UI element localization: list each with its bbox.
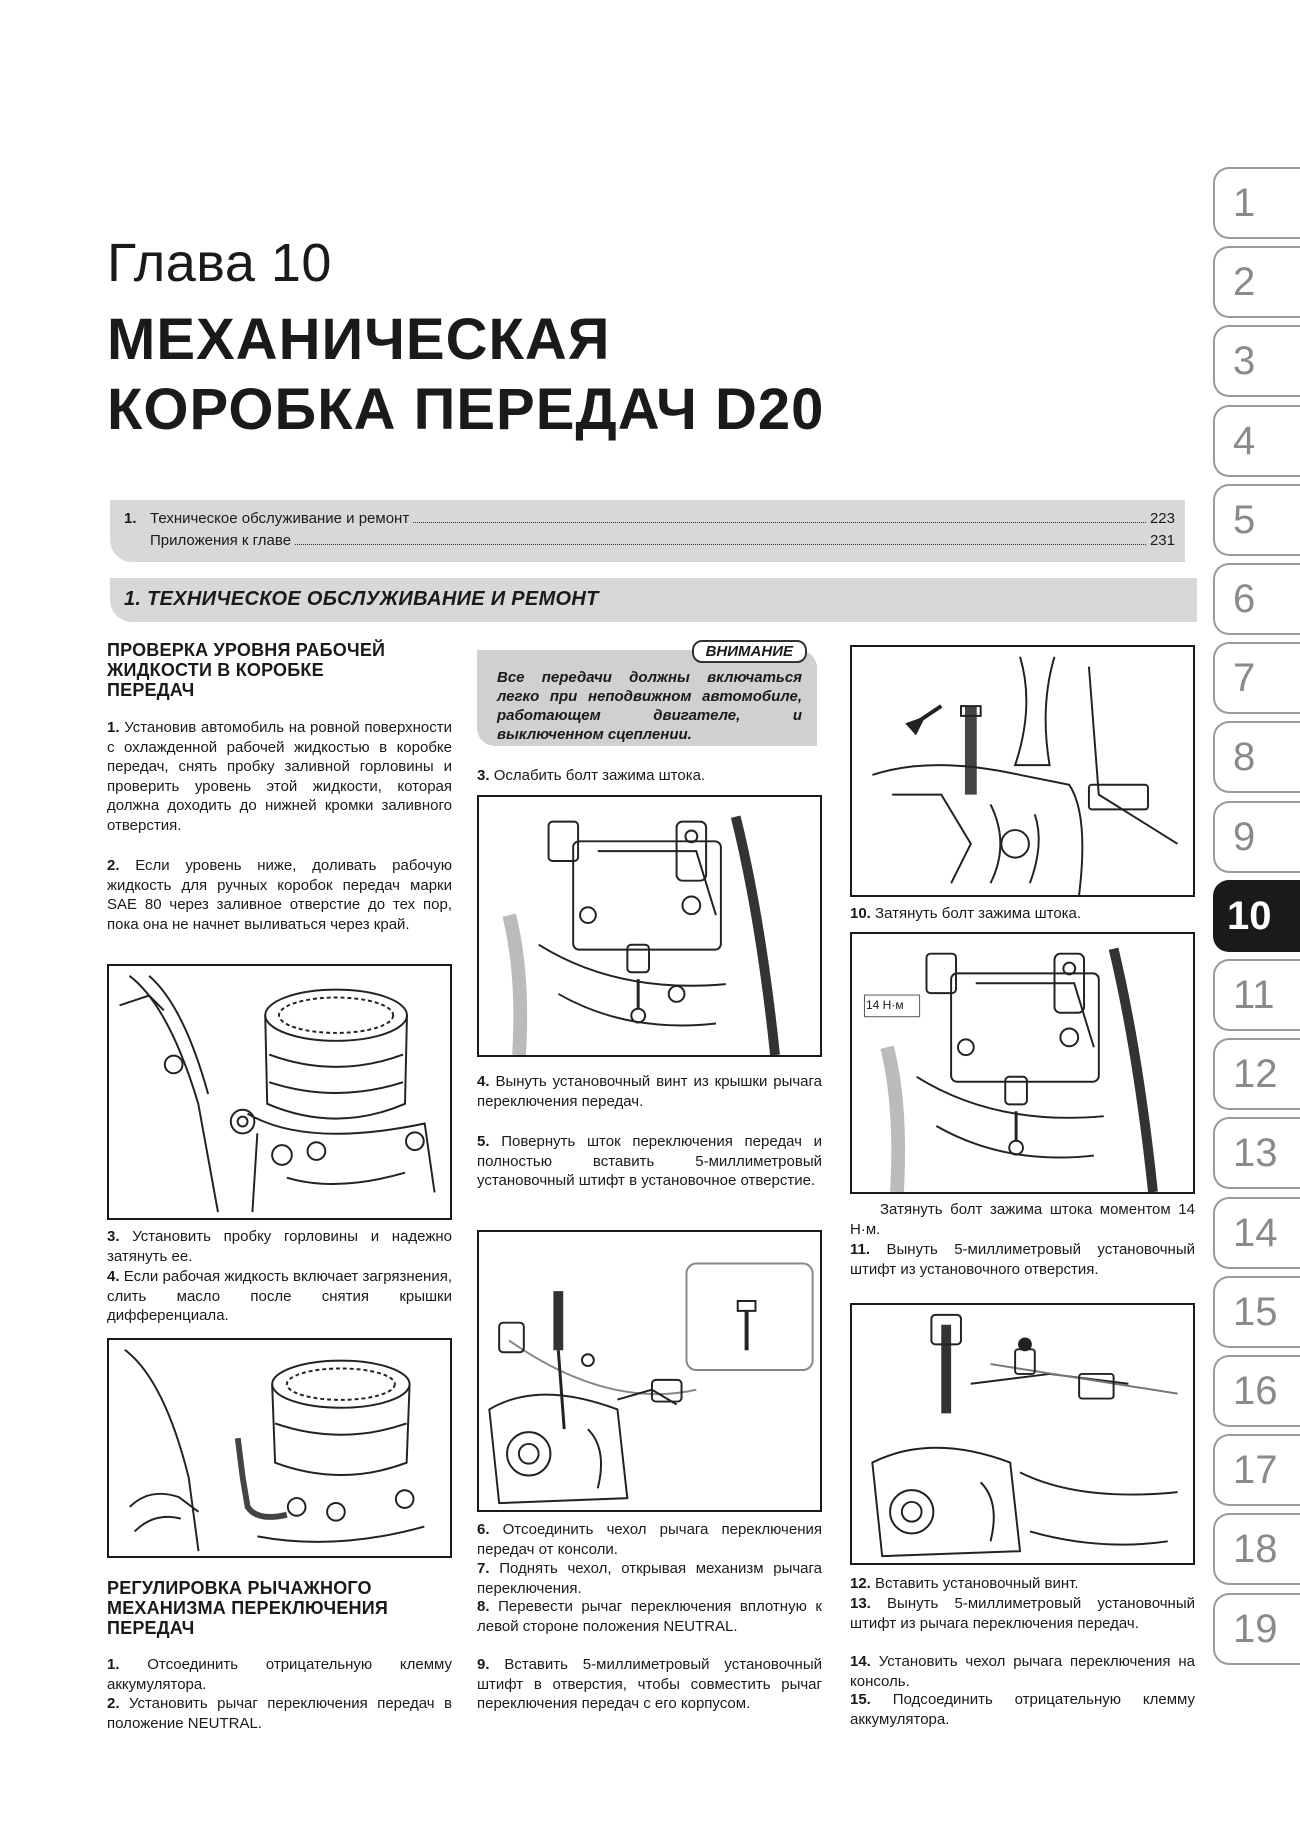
step-text: Поднять чехол, открывая механизм рычага переключения. bbox=[477, 1560, 822, 1597]
toc-entry-number: 1. bbox=[124, 510, 137, 527]
toc-entry[interactable] bbox=[124, 532, 1175, 552]
step-text: Вставить 5-миллиметровый установочный штифт в отверстия, чтобы совместить рычаг переключения передач с его корпусом. bbox=[477, 1656, 822, 1712]
attention-text: Все передачи должны включаться легко при неподвижном автомобиле, работающем двигателе, и выключенном сцеплении. bbox=[497, 669, 802, 743]
tab-chapter-11[interactable] bbox=[1213, 959, 1300, 1031]
step-text: Установить чехол рычага переключения на консоль. bbox=[850, 1653, 1195, 1690]
step-item bbox=[477, 1655, 822, 1714]
attention-label: ВНИМАНИЕ bbox=[692, 640, 807, 663]
step-number: 1. bbox=[107, 1656, 120, 1673]
chapter-title-line2: КОРОБКА ПЕРЕДАЧ D20 bbox=[107, 377, 825, 442]
tab-label: 11 bbox=[1233, 973, 1275, 1017]
step-text: Отсоединить отрицательную клемму аккумулятора. bbox=[107, 1656, 452, 1693]
tab-label: 1 bbox=[1233, 181, 1256, 225]
step-text: Если уровень ниже, доливать рабочую жидкость для ручных коробок передач марки SAE 80 через заливное отверстие до тех пор, пока она не начнет выливаться через край. bbox=[107, 857, 452, 933]
figure-pin-removal bbox=[850, 1303, 1195, 1565]
step-item bbox=[107, 1694, 452, 1733]
step-number: 1. bbox=[107, 719, 120, 736]
tab-label: 10 bbox=[1227, 893, 1272, 938]
step-text: Перевести рычаг переключения вплотную к левой стороне положения NEUTRAL. bbox=[477, 1598, 822, 1635]
tab-chapter-16[interactable] bbox=[1213, 1355, 1300, 1427]
tab-chapter-10[interactable] bbox=[1213, 880, 1300, 952]
step-item bbox=[477, 1132, 822, 1191]
step-text: Подсоединить отрицательную клемму аккумулятора. bbox=[850, 1691, 1195, 1728]
tab-label: 12 bbox=[1233, 1052, 1278, 1097]
section-title: 1. ТЕХНИЧЕСКОЕ ОБСЛУЖИВАНИЕ И РЕМОНТ bbox=[124, 588, 599, 610]
step-number: 13. bbox=[850, 1595, 871, 1612]
clamp-bolt-illustration bbox=[479, 797, 820, 1055]
figure-set-screw bbox=[477, 1230, 822, 1512]
heading-line: МЕХАНИЗМА ПЕРЕКЛЮЧЕНИЯ bbox=[107, 1598, 389, 1618]
table-of-contents bbox=[110, 500, 1185, 562]
toc-leader-dots bbox=[413, 522, 1146, 523]
step-item bbox=[477, 1559, 822, 1598]
step-number: 2. bbox=[107, 1695, 120, 1712]
step-number: 14. bbox=[850, 1653, 871, 1670]
step-item bbox=[477, 1072, 822, 1111]
step-number: 3. bbox=[477, 767, 490, 784]
tab-label: 18 bbox=[1233, 1527, 1278, 1572]
step-number: 2. bbox=[107, 857, 120, 874]
tab-label: 9 bbox=[1233, 814, 1256, 859]
step-item bbox=[477, 1520, 822, 1559]
tab-chapter-12[interactable] bbox=[1213, 1038, 1300, 1110]
tab-chapter-18[interactable] bbox=[1213, 1513, 1300, 1585]
step-item bbox=[477, 766, 822, 786]
torque-label: 14 Н·м bbox=[866, 998, 904, 1012]
tab-label: 6 bbox=[1233, 577, 1256, 621]
step-item bbox=[477, 1597, 822, 1636]
step-item bbox=[850, 1594, 1195, 1633]
step-text: Ослабить болт зажима штока. bbox=[493, 767, 706, 784]
heading-line: ПРОВЕРКА УРОВНЯ РАБОЧЕЙ bbox=[107, 640, 386, 660]
step-text: Вставить установочный винт. bbox=[875, 1575, 1079, 1592]
toc-entry-title: Приложения к главе bbox=[150, 532, 292, 549]
tab-chapter-1[interactable] bbox=[1213, 167, 1300, 239]
heading-line: ПЕРЕДАЧ bbox=[107, 680, 195, 700]
step-text: Вынуть 5-миллиметровый установочный штифт из рычага переключения передач. bbox=[850, 1595, 1195, 1632]
step-item bbox=[107, 856, 452, 934]
toc-entry-page: 223 bbox=[1149, 510, 1175, 527]
step-text: Установить рычаг переключения передач в положение NEUTRAL. bbox=[107, 1695, 453, 1732]
step-number: 8. bbox=[477, 1598, 490, 1615]
tab-label: 16 bbox=[1233, 1369, 1278, 1413]
tab-label: 19 bbox=[1233, 1606, 1278, 1651]
heading-linkage-adjust bbox=[107, 1578, 452, 1638]
toc-entry[interactable] bbox=[124, 510, 1175, 530]
step-number: 12. bbox=[850, 1575, 871, 1592]
step-text: Установив автомобиль на ровной поверхности с охлажденной рабочей жидкостью в коробке передач, снять пробку заливной горловины и проверить уровень этой жидкости, которая должна доходить до нижней кромки заливного отверстия. bbox=[107, 719, 453, 834]
chapter-title-line1: МЕХАНИЧЕСКАЯ bbox=[107, 307, 611, 372]
heading-line: ЖИДКОСТИ В КОРОБКЕ bbox=[107, 660, 324, 680]
tab-chapter-17[interactable] bbox=[1213, 1434, 1300, 1506]
step-text: Вынуть установочный винт из крышки рычага переключения передач. bbox=[477, 1073, 822, 1110]
tab-label: 13 bbox=[1233, 1131, 1278, 1176]
step-text: Затянуть болт зажима штока. bbox=[875, 905, 1082, 922]
toc-leader-dots bbox=[295, 544, 1146, 545]
step-text: Если рабочая жидкость включает загрязнения, слить масло после снятия крышки дифференциала. bbox=[107, 1268, 452, 1324]
step-item bbox=[850, 904, 1195, 924]
step-text: Установить пробку горловины и надежно затянуть ее. bbox=[107, 1228, 453, 1265]
step-text: Вынуть 5-миллиметровый установочный штифт из установочного отверстия. bbox=[850, 1241, 1195, 1278]
pin-removal-illustration bbox=[852, 1305, 1193, 1563]
step-item bbox=[850, 1574, 1195, 1594]
step-item bbox=[850, 1690, 1195, 1729]
figure-drain-plug bbox=[107, 1338, 452, 1558]
step-number: 4. bbox=[107, 1268, 120, 1285]
figure-shift-rod bbox=[850, 645, 1195, 897]
step-text: Повернуть шток переключения передач и полностью вставить 5-миллиметровый установочный штифт в установочное отверстие. bbox=[477, 1133, 822, 1189]
torque-note: Затянуть болт зажима штока моментом 14 Н·м. bbox=[850, 1201, 1195, 1238]
step-number: 15. bbox=[850, 1691, 871, 1708]
tab-chapter-5[interactable] bbox=[1213, 484, 1300, 556]
tab-label: 4 bbox=[1233, 418, 1256, 463]
chapter-title bbox=[107, 305, 824, 445]
torque-bolt-illustration bbox=[852, 934, 1193, 1192]
step-item bbox=[107, 1267, 452, 1326]
step-text: Отсоединить чехол рычага переключения передач от консоли. bbox=[477, 1521, 822, 1558]
tab-label: 8 bbox=[1233, 735, 1256, 780]
chapter-label: Глава 10 bbox=[107, 233, 332, 293]
step-number: 11. bbox=[850, 1241, 871, 1258]
heading-fluid-check bbox=[107, 640, 452, 700]
tab-label: 15 bbox=[1233, 1289, 1278, 1334]
tab-label: 5 bbox=[1233, 497, 1256, 542]
toc-entry-page: 231 bbox=[1149, 532, 1175, 549]
tab-chapter-15[interactable] bbox=[1213, 1276, 1300, 1348]
tab-chapter-14[interactable] bbox=[1213, 1197, 1300, 1269]
tab-chapter-4[interactable] bbox=[1213, 405, 1300, 477]
step-item bbox=[107, 1655, 452, 1694]
tab-chapter-6[interactable] bbox=[1213, 563, 1300, 635]
step-item bbox=[850, 1652, 1195, 1691]
tab-label: 14 bbox=[1233, 1210, 1278, 1255]
tab-chapter-13[interactable] bbox=[1213, 1117, 1300, 1189]
drain-plug-illustration bbox=[109, 1340, 450, 1556]
tab-chapter-3[interactable] bbox=[1213, 325, 1300, 397]
step-number: 5. bbox=[477, 1133, 490, 1150]
step-item bbox=[850, 1240, 1195, 1279]
figure-torque-bolt bbox=[850, 932, 1195, 1194]
step-number: 3. bbox=[107, 1228, 120, 1245]
tab-chapter-8[interactable] bbox=[1213, 721, 1300, 793]
figure-fill-plug bbox=[107, 964, 452, 1220]
step-item bbox=[107, 1227, 452, 1266]
tab-label: 3 bbox=[1233, 339, 1256, 384]
tab-chapter-7[interactable] bbox=[1213, 642, 1300, 714]
shift-rod-illustration bbox=[852, 647, 1193, 895]
step-number: 4. bbox=[477, 1073, 490, 1090]
step-number: 10. bbox=[850, 905, 871, 922]
tab-chapter-2[interactable] bbox=[1213, 246, 1300, 318]
step-number: 9. bbox=[477, 1656, 490, 1673]
tab-label: 7 bbox=[1233, 656, 1256, 701]
tab-label: 2 bbox=[1233, 260, 1256, 305]
heading-line: РЕГУЛИРОВКА РЫЧАЖНОГО bbox=[107, 1578, 372, 1598]
step-number: 6. bbox=[477, 1521, 490, 1538]
tab-chapter-9[interactable] bbox=[1213, 801, 1300, 873]
figure-clamp-bolt bbox=[477, 795, 822, 1057]
fill-plug-illustration bbox=[109, 966, 450, 1218]
heading-line: ПЕРЕДАЧ bbox=[107, 1618, 195, 1638]
step-item bbox=[107, 718, 452, 835]
tab-label: 17 bbox=[1233, 1448, 1278, 1493]
section-header bbox=[110, 578, 1197, 622]
toc-entry-title: Техническое обслуживание и ремонт bbox=[150, 510, 410, 527]
tab-chapter-19[interactable] bbox=[1213, 1593, 1300, 1665]
set-screw-illustration bbox=[479, 1232, 820, 1510]
step-number: 7. bbox=[477, 1560, 490, 1577]
attention-box bbox=[477, 643, 817, 746]
